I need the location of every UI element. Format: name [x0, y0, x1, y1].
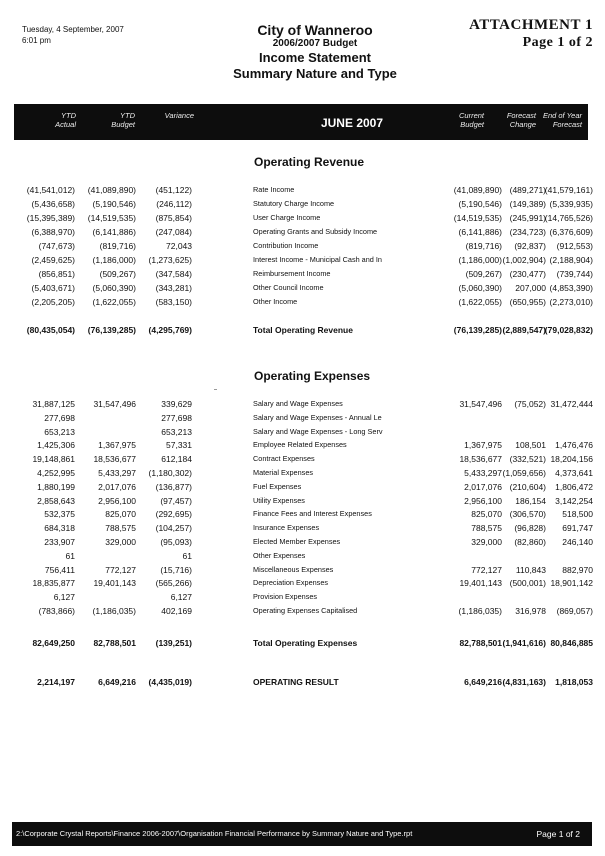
report-file-path: 2:\Corporate Crystal Reports\Finance 2006-2007\Organisation Financial Performance by Summary Nature and Type.rpt: [16, 829, 413, 838]
footer-page-number: Page 1 of 2: [536, 829, 580, 839]
ytd-actual-cell: (2,459,625): [31, 255, 75, 265]
ytd-actual-cell: 1,880,199: [37, 481, 75, 492]
col-ytd-budget: [111, 111, 135, 129]
ytd-actual-cell: 31,887,125: [32, 399, 75, 409]
variance-cell: 653,213: [161, 426, 192, 437]
eoy-forecast-cell: 80,846,885: [550, 638, 593, 648]
col-ytd-actual-line1: YTD: [61, 111, 76, 120]
forecast-change-cell: (4,831,163): [502, 677, 546, 687]
current-budget-cell: 31,547,496: [459, 399, 502, 409]
ytd-actual-cell: (80,435,054): [26, 325, 75, 335]
forecast-change-cell: (210,604): [509, 481, 546, 492]
table-row: [0, 480, 605, 494]
operating-revenue-heading: Operating Revenue: [254, 155, 365, 169]
table-row: [0, 183, 605, 197]
ytd-budget-cell: (1,186,000): [92, 255, 136, 265]
eoy-forecast-cell: 4,373,641: [555, 468, 593, 478]
eoy-forecast-cell: 882,970: [562, 564, 593, 575]
ytd-budget-cell: (14,519,535): [87, 213, 136, 223]
description-cell: Other Council Income: [253, 283, 324, 292]
col-eoy-forecast: [543, 111, 582, 129]
table-row: [0, 267, 605, 281]
current-budget-cell: 6,649,216: [464, 677, 502, 687]
report-time: 6:01 pm: [22, 36, 51, 45]
forecast-change-cell: (489,271): [509, 185, 546, 195]
variance-cell: (139,251): [155, 638, 192, 648]
forecast-change-cell: (75,052): [514, 399, 546, 409]
variance-cell: 57,331: [166, 440, 192, 451]
current-budget-cell: 5,433,297: [464, 468, 502, 478]
col-forecast-change-line1: Forecast: [506, 111, 536, 120]
col-ytd-actual: [55, 111, 76, 129]
eoy-forecast-cell: (2,273,010): [549, 297, 593, 307]
table-row: [0, 507, 605, 521]
ytd-actual-cell: 684,318: [44, 523, 75, 534]
variance-cell: (4,435,019): [148, 677, 192, 687]
ytd-budget-cell: (41,089,890): [87, 185, 136, 195]
col-current-budget: [459, 111, 484, 129]
operating-expenses-heading: Operating Expenses: [254, 369, 371, 383]
forecast-change-cell: 316,978: [515, 606, 546, 616]
ytd-actual-cell: 4,252,995: [37, 468, 75, 478]
period-label: JUNE 2007: [320, 116, 384, 130]
current-budget-cell: 1,367,975: [464, 440, 502, 451]
ytd-actual-cell: (2,205,205): [31, 297, 75, 307]
forecast-change-cell: (96,828): [514, 523, 546, 534]
variance-cell: 61: [182, 550, 192, 561]
description-cell: Insurance Expenses: [253, 523, 320, 533]
ytd-budget-cell: 329,000: [105, 537, 136, 547]
current-budget-cell: 82,788,501: [459, 638, 502, 648]
ytd-budget-cell: (1,186,035): [92, 606, 136, 616]
current-budget-cell: (509,267): [465, 269, 502, 279]
current-budget-cell: (41,089,890): [453, 185, 502, 195]
table-row: [0, 397, 605, 411]
description-cell: Interest Income - Municipal Cash and In: [253, 255, 382, 264]
forecast-change-cell: 110,843: [515, 564, 546, 575]
variance-cell: (246,112): [156, 199, 192, 209]
eoy-forecast-cell: 518,500: [562, 509, 593, 520]
table-row: [0, 535, 605, 549]
variance-cell: (343,281): [155, 283, 192, 293]
current-budget-cell: (1,186,035): [458, 606, 502, 616]
table-row: [0, 281, 605, 295]
ytd-actual-cell: 756,411: [44, 564, 75, 575]
variance-cell: (565,266): [155, 578, 192, 589]
report-date: Tuesday, 4 September, 2007: [22, 25, 124, 34]
table-row: [0, 411, 605, 425]
ytd-budget-cell: 82,788,501: [93, 638, 136, 648]
col-eoy-forecast-line1: End of Year: [542, 111, 582, 120]
table-row: [0, 452, 605, 466]
attachment-stamp: [469, 16, 593, 52]
description-cell: Provision Expenses: [253, 592, 318, 602]
ytd-actual-cell: 6,127: [53, 592, 75, 603]
ytd-actual-cell: (783,866): [38, 606, 75, 616]
eoy-forecast-cell: (4,853,390): [549, 283, 593, 293]
ytd-actual-cell: 82,649,250: [32, 638, 75, 648]
description-cell: Elected Member Expenses: [253, 537, 341, 546]
current-budget-cell: 788,575: [471, 523, 502, 534]
variance-cell: 6,127: [170, 592, 192, 603]
ytd-actual-cell: 653,213: [44, 426, 75, 437]
table-row: [0, 239, 605, 253]
forecast-change-cell: (230,477): [509, 269, 546, 279]
col-ytd-actual-line2: Actual: [55, 120, 76, 129]
forecast-change-cell: (1,941,616): [502, 638, 546, 648]
variance-cell: (104,257): [155, 523, 192, 534]
description-cell: Operating Expenses Capitalised: [253, 606, 358, 615]
eoy-forecast-cell: 1,806,472: [555, 481, 593, 492]
variance-cell: 339,629: [161, 399, 192, 409]
variance-cell: (247,084): [155, 227, 192, 237]
statement-subtitle: Summary Nature and Type: [233, 66, 397, 81]
ytd-actual-cell: (41,541,012): [26, 185, 75, 195]
ytd-budget-cell: (76,139,285): [87, 325, 136, 335]
organisation-name: City of Wanneroo: [257, 22, 373, 38]
current-budget-cell: (6,141,886): [458, 227, 502, 237]
col-forecast-change: [507, 111, 536, 129]
current-budget-cell: (5,060,390): [458, 283, 502, 293]
ytd-actual-cell: 277,698: [44, 412, 75, 423]
table-row: [0, 295, 605, 309]
description-cell: OPERATING RESULT: [253, 677, 339, 687]
description-cell: Rate Income: [253, 185, 295, 194]
ytd-budget-cell: (819,716): [99, 241, 136, 251]
ytd-budget-cell: (6,141,886): [92, 227, 136, 237]
column-header-bar: [14, 104, 588, 140]
variance-cell: (97,457): [160, 495, 192, 506]
ytd-budget-cell: 18,536,677: [93, 454, 136, 465]
description-cell: Contribution Income: [253, 241, 319, 250]
variance-cell: (15,716): [160, 564, 192, 575]
ytd-budget-cell: (509,267): [99, 269, 136, 279]
budget-year: 2006/2007 Budget: [272, 38, 358, 49]
eoy-forecast-cell: (2,188,904): [549, 255, 593, 265]
current-budget-cell: 19,401,143: [459, 578, 502, 589]
variance-cell: (95,093): [160, 537, 192, 547]
col-ytd-budget-line1: YTD: [120, 111, 135, 120]
eoy-forecast-cell: 18,204,156: [550, 454, 593, 465]
eoy-forecast-cell: 18,901,142: [550, 578, 593, 589]
total-row: [0, 675, 605, 689]
variance-cell: (583,150): [155, 297, 192, 307]
description-cell: Reimbursement Income: [253, 269, 331, 278]
table-row: [0, 466, 605, 480]
table-row: [0, 494, 605, 508]
description-cell: Miscellaneous Expenses: [253, 564, 334, 574]
forecast-change-cell: (650,955): [509, 297, 546, 307]
current-budget-cell: 2,956,100: [464, 495, 502, 506]
current-budget-cell: (76,139,285): [453, 325, 502, 335]
ytd-budget-cell: 19,401,143: [93, 578, 136, 589]
eoy-forecast-cell: (79,028,832): [544, 325, 593, 335]
ytd-budget-cell: 5,433,297: [98, 468, 136, 478]
eoy-forecast-cell: (912,553): [556, 241, 593, 251]
table-row: [0, 604, 605, 618]
forecast-change-cell: 207,000: [515, 283, 546, 293]
description-cell: Depreciation Expenses: [253, 578, 329, 588]
ytd-actual-cell: 19,148,861: [32, 454, 75, 465]
ytd-actual-cell: 2,214,197: [37, 677, 75, 687]
variance-cell: (1,180,302): [148, 468, 192, 478]
current-budget-cell: 18,536,677: [459, 454, 502, 465]
variance-cell: 277,698: [161, 412, 192, 423]
total-row: [0, 636, 605, 650]
ytd-actual-cell: 61: [65, 550, 75, 561]
table-row: [0, 549, 605, 563]
variance-cell: (451,122): [155, 185, 192, 195]
ytd-actual-cell: (15,395,389): [26, 213, 75, 223]
variance-cell: (292,695): [155, 509, 192, 520]
ytd-budget-cell: (1,622,055): [92, 297, 136, 307]
table-row: [0, 197, 605, 211]
ytd-budget-cell: (5,060,390): [92, 283, 136, 293]
col-current-budget-line2: Budget: [460, 120, 484, 129]
description-cell: Salary and Wage Expenses - Long Serv: [253, 426, 383, 436]
eoy-forecast-cell: (14,765,526): [544, 213, 593, 223]
description-cell: Other Expenses: [253, 550, 306, 560]
ytd-actual-cell: (856,851): [38, 269, 75, 279]
eoy-forecast-cell: (41,579,161): [544, 185, 593, 195]
current-budget-cell: 2,017,076: [464, 481, 502, 492]
description-cell: Other Income: [253, 297, 298, 306]
description-cell: Total Operating Revenue: [253, 325, 353, 335]
statement-title: Income Statement: [259, 50, 371, 65]
col-current-budget-line1: Current: [458, 111, 484, 120]
table-row: [0, 225, 605, 239]
col-eoy-forecast-line2: Forecast: [552, 120, 582, 129]
forecast-change-cell: (1,059,656): [502, 468, 546, 478]
ytd-budget-cell: 788,575: [105, 523, 136, 534]
ytd-actual-cell: 18,835,877: [32, 578, 75, 589]
eoy-forecast-cell: (739,744): [556, 269, 593, 279]
description-cell: Material Expenses: [253, 468, 314, 477]
description-cell: Employee Related Expenses: [253, 440, 347, 450]
report-footer: [12, 822, 592, 846]
forecast-change-cell: 186,154: [515, 495, 546, 506]
description-cell: Fuel Expenses: [253, 481, 302, 491]
forecast-change-cell: (1,002,904): [502, 255, 546, 265]
variance-cell: (136,877): [155, 481, 192, 492]
ytd-actual-cell: (5,403,671): [31, 283, 75, 293]
ytd-actual-cell: 233,907: [44, 537, 75, 547]
eoy-forecast-cell: (5,339,935): [549, 199, 593, 209]
description-cell: User Charge Income: [253, 213, 321, 222]
forecast-change-cell: (245,991): [509, 213, 546, 223]
current-budget-cell: (1,186,000): [458, 255, 502, 265]
variance-cell: 72,043: [166, 241, 192, 251]
description-cell: Salary and Wage Expenses: [253, 399, 343, 408]
ytd-actual-cell: 1,425,306: [37, 440, 75, 451]
total-row: [0, 323, 605, 337]
forecast-change-cell: (500,001): [509, 578, 546, 589]
ytd-budget-cell: 31,547,496: [93, 399, 136, 409]
ytd-budget-cell: (5,190,546): [92, 199, 136, 209]
current-budget-cell: (14,519,535): [453, 213, 502, 223]
description-cell: Utility Expenses: [253, 495, 305, 505]
forecast-change-cell: (149,389): [509, 199, 546, 209]
variance-cell: (347,584): [155, 269, 192, 279]
table-row: [0, 521, 605, 535]
forecast-change-cell: (332,521): [509, 454, 546, 465]
ytd-budget-cell: 772,127: [105, 564, 136, 575]
description-cell: Statutory Charge Income: [253, 199, 335, 208]
ytd-actual-cell: (6,388,970): [31, 227, 75, 237]
report-title-block: [200, 22, 430, 82]
ytd-actual-cell: 532,375: [44, 509, 75, 520]
attachment-label: ATTACHMENT 1: [469, 17, 593, 33]
table-row: [0, 576, 605, 590]
forecast-change-cell: (82,860): [514, 537, 546, 547]
description-cell: Operating Grants and Subsidy Income: [253, 227, 378, 236]
description-cell: Total Operating Expenses: [253, 638, 358, 648]
variance-cell: (4,295,769): [148, 325, 192, 335]
current-budget-cell: (819,716): [465, 241, 502, 251]
forecast-change-cell: (306,570): [509, 509, 546, 520]
ytd-actual-cell: 2,858,643: [37, 495, 75, 506]
description-cell: Salary and Wage Expenses - Annual Le: [253, 412, 382, 422]
current-budget-cell: 329,000: [471, 537, 502, 547]
eoy-forecast-cell: (6,376,609): [549, 227, 593, 237]
eoy-forecast-cell: 246,140: [562, 537, 593, 547]
ytd-actual-cell: (5,436,658): [31, 199, 75, 209]
table-row: [0, 211, 605, 225]
ytd-budget-cell: 6,649,216: [98, 677, 136, 687]
eoy-forecast-cell: 1,476,476: [555, 440, 593, 451]
col-forecast-change-line2: Change: [509, 120, 536, 129]
forecast-change-cell: 108,501: [515, 440, 546, 451]
col-ytd-budget-line2: Budget: [111, 120, 135, 129]
variance-cell: (875,854): [155, 213, 192, 223]
current-budget-cell: (5,190,546): [458, 199, 502, 209]
forecast-change-cell: (234,723): [509, 227, 546, 237]
table-row: [0, 438, 605, 452]
eoy-forecast-cell: 1,818,053: [555, 677, 593, 687]
current-budget-cell: 825,070: [471, 509, 502, 520]
ytd-budget-cell: 2,017,076: [98, 481, 136, 492]
variance-cell: 402,169: [161, 606, 192, 616]
table-row: [0, 590, 605, 604]
variance-cell: 612,184: [161, 454, 192, 465]
description-cell: Contract Expenses: [253, 454, 315, 464]
forecast-change-cell: (2,889,547): [502, 325, 546, 335]
eoy-forecast-cell: 3,142,254: [555, 495, 593, 506]
ytd-budget-cell: 2,956,100: [98, 495, 136, 506]
stray-mark: [214, 389, 217, 390]
description-cell: Finance Fees and Interest Expenses: [253, 509, 372, 519]
col-variance: Variance: [164, 111, 194, 120]
eoy-forecast-cell: 691,747: [562, 523, 593, 534]
eoy-forecast-cell: 31,472,444: [550, 399, 593, 409]
eoy-forecast-cell: (869,057): [556, 606, 593, 616]
table-row: [0, 563, 605, 577]
report-datetime: [22, 24, 124, 46]
table-row: [0, 425, 605, 439]
table-row: [0, 253, 605, 267]
current-budget-cell: (1,622,055): [458, 297, 502, 307]
attachment-page: Page 1 of 2: [522, 35, 593, 50]
ytd-budget-cell: 825,070: [105, 509, 136, 520]
forecast-change-cell: (92,837): [514, 241, 546, 251]
ytd-actual-cell: (747,673): [38, 241, 75, 251]
current-budget-cell: 772,127: [471, 564, 502, 575]
variance-cell: (1,273,625): [148, 255, 192, 265]
ytd-budget-cell: 1,367,975: [98, 440, 136, 451]
